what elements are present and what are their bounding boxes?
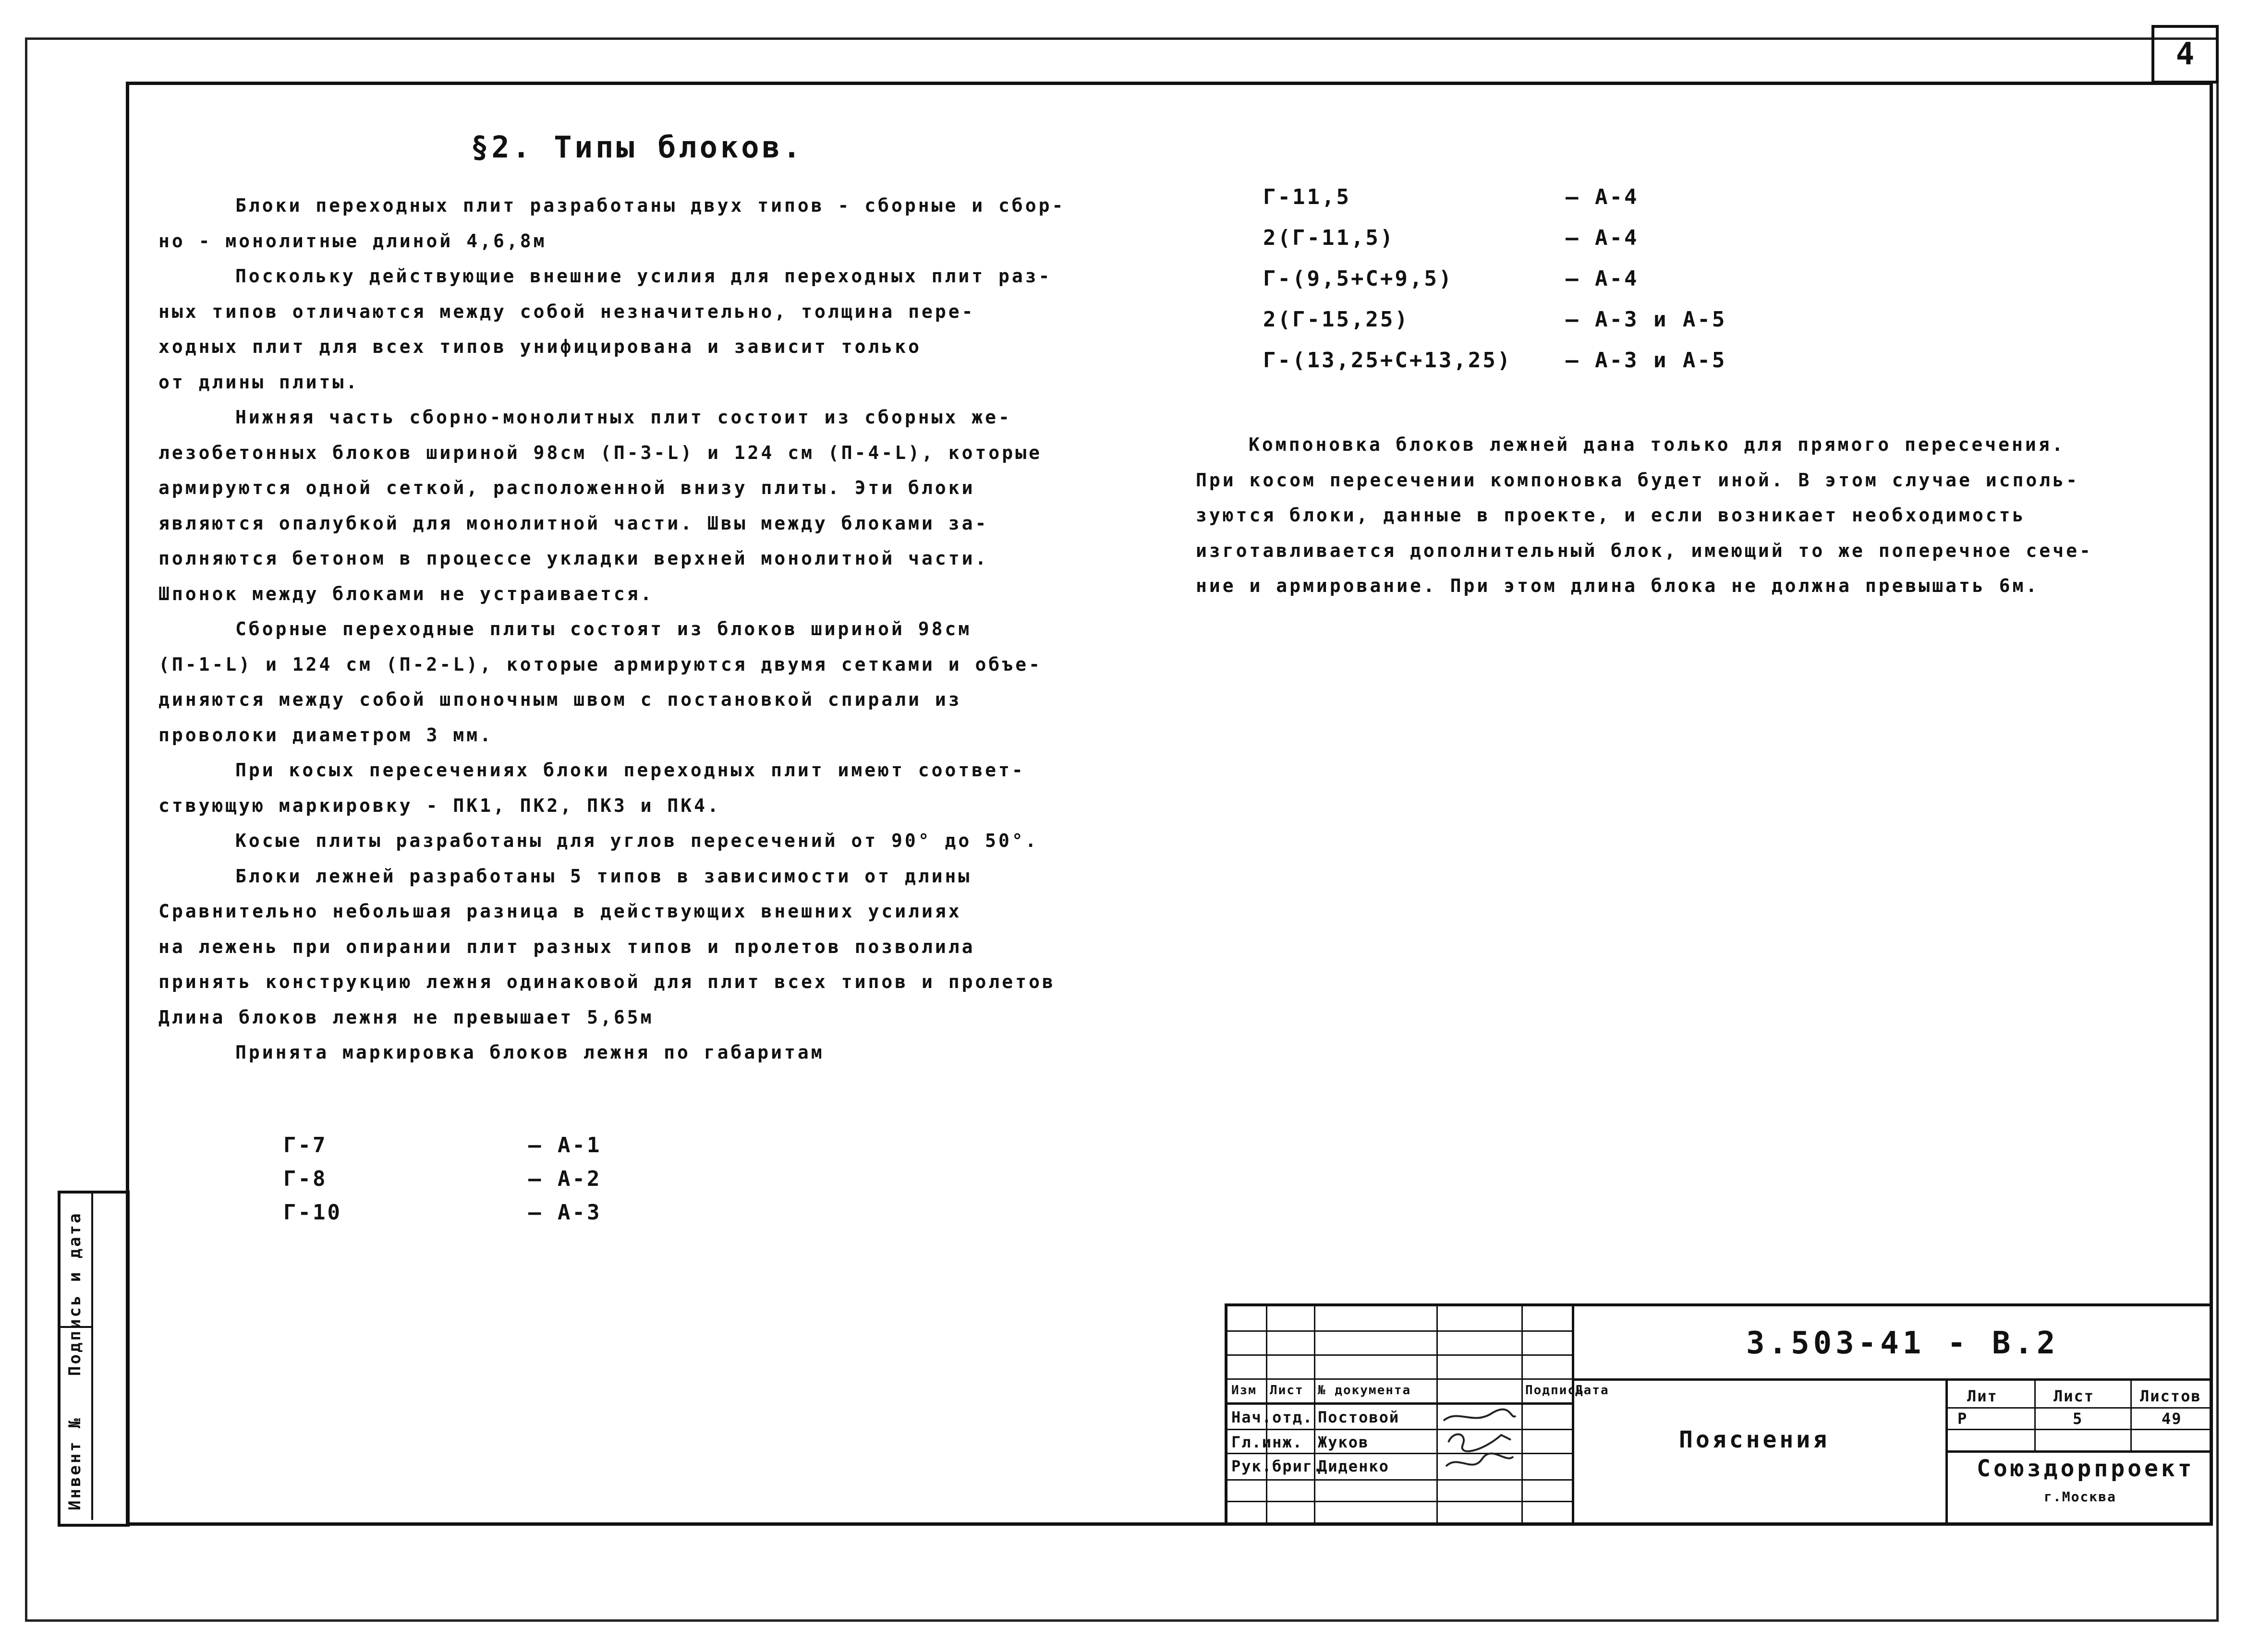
organization: Союздорпроект: [1977, 1455, 2195, 1482]
text-line: Блоки лежней разработаны 5 типов в зависимости от длины: [235, 865, 972, 887]
sheet-number: 4: [2151, 25, 2219, 84]
sheets-value: 49: [2162, 1410, 2182, 1428]
col-header-date: Дата: [1575, 1383, 1609, 1398]
signature-date-label: Подпись и дата: [65, 1211, 85, 1376]
text-line: Компоновка блоков лежней дана только для прямого пересечения.: [1249, 434, 2066, 455]
sheet-value: 5: [2073, 1410, 2083, 1428]
text-line: При косых пересечениях блоки переходных плит имеют соответ-: [235, 760, 1025, 781]
text-line: армируются одной сеткой, расположенной внизу плиты. Эти блоки: [158, 477, 975, 498]
text-line: ствующую маркировку - ПК1, ПК2, ПК3 и ПК4.: [158, 795, 721, 816]
text-line: диняются между собой шпоночным швом с постановкой спирали из: [158, 689, 962, 710]
text-line: Косые плиты разработаны для углов пересечений от 90° до 50°.: [235, 830, 1039, 851]
text-line: (П-1-L) и 124 см (П-2-L), которые армируются двумя сетками и объе-: [158, 653, 1042, 675]
text-line: изготавливается дополнительный блок, имеющий то же поперечное сече-: [1196, 540, 2093, 561]
sheets-label: Листов: [2140, 1387, 2201, 1405]
mark-gabarit: Г-10: [283, 1200, 342, 1225]
role-2: Гл.инж.: [1231, 1433, 1303, 1451]
title-block: [1225, 1303, 2213, 1526]
text-line: лезобетонных блоков шириной 98см (П-3-L) и 124 см (П-4-L), которые: [158, 442, 1042, 463]
mark-gabarit: Г-7: [283, 1133, 328, 1158]
text-line: полняются бетоном в процессе укладки верхней монолитной части.: [158, 548, 989, 569]
text-line: Шпонок между блоками не устраивается.: [158, 583, 654, 604]
page-title: §2. Типы блоков.: [471, 130, 804, 165]
mark-block: — А-3 и А-5: [1566, 307, 1727, 332]
text-line: являются опалубкой для монолитной части. Швы между блоками за-: [158, 512, 989, 534]
col-header-signature: Подпись: [1525, 1383, 1585, 1398]
text-line: Блоки переходных плит разработаны двух типов - сборные и сбор-: [235, 195, 1066, 216]
signature-scribbles: [1439, 1406, 1520, 1478]
mark-gabarit: Г-(13,25+С+13,25): [1263, 348, 1512, 373]
text-line: принять конструкцию лежня одинаковой для плит всех типов и пролетов: [158, 971, 1056, 992]
name-2: Жуков: [1318, 1433, 1369, 1451]
mark-block: — А-4: [1566, 185, 1639, 209]
mark-gabarit: Г-11,5: [1263, 185, 1351, 209]
text-line: но - монолитные длиной 4,6,8м: [158, 230, 547, 252]
mark-block: — А-4: [1566, 226, 1639, 250]
stage-label: Лит: [1967, 1387, 1998, 1405]
mark-block: — А-3 и А-5: [1566, 348, 1727, 373]
text-line: Нижняя часть сборно-монолитных плит состоит из сборных же-: [235, 407, 1012, 428]
name-1: Постовой: [1318, 1408, 1400, 1426]
city: г.Москва: [2044, 1489, 2116, 1505]
stage-value: Р: [1957, 1410, 1968, 1428]
col-header-sheet: Лист: [1270, 1383, 1304, 1398]
inventory-label: Инвент №: [65, 1416, 85, 1510]
text-line: Сборные переходные плиты состоят из блоков шириной 98см: [235, 618, 972, 639]
name-3: Диденко: [1318, 1457, 1389, 1475]
text-line: Сравнительно небольшая разница в действующих внешних усилиях: [158, 901, 962, 922]
role-1: Нач.отд.: [1231, 1408, 1313, 1426]
text-line: При косом пересечении компоновка будет иной. В этом случае исполь-: [1196, 469, 2079, 491]
sheet-label: Лист: [2053, 1387, 2095, 1405]
document-title: Пояснения: [1679, 1426, 1830, 1453]
text-line: от длины плиты.: [158, 371, 360, 393]
side-strip: [58, 1191, 130, 1527]
role-3: Рук.бриг.: [1231, 1457, 1324, 1475]
mark-block: — А-4: [1566, 266, 1639, 291]
mark-gabarit: Г-(9,5+С+9,5): [1263, 266, 1454, 291]
mark-block: — А-2: [528, 1167, 602, 1191]
mark-gabarit: 2(Г-15,25): [1263, 307, 1409, 332]
text-line: ных типов отличаются между собой незначительно, толщина пере-: [158, 301, 975, 322]
document-code: 3.503-41 - В.2: [1746, 1326, 2059, 1361]
text-line: ходных плит для всех типов унифицирована и зависит только: [158, 336, 922, 357]
text-line: ние и армирование. При этом длина блока не должна превышать 6м.: [1196, 575, 2040, 596]
text-line: Поскольку действующие внешние усилия для переходных плит раз-: [235, 265, 1052, 287]
col-header-document: № документа: [1318, 1383, 1411, 1398]
mark-block: — А-3: [528, 1200, 602, 1225]
text-line: Длина блоков лежня не превышает 5,65м: [158, 1006, 654, 1028]
text-line: проволоки диаметром 3 мм.: [158, 724, 493, 746]
text-line: на лежень при опирании плит разных типов и пролетов позволила: [158, 936, 975, 957]
mark-gabarit: 2(Г-11,5): [1263, 226, 1395, 250]
text-line: Принята маркировка блоков лежня по габаритам: [235, 1042, 825, 1063]
text-line: зуются блоки, данные в проекте, и если возникает необходимость: [1196, 505, 2026, 526]
col-header-change: Изм: [1231, 1383, 1257, 1398]
mark-gabarit: Г-8: [283, 1167, 328, 1191]
mark-block: — А-1: [528, 1133, 602, 1158]
